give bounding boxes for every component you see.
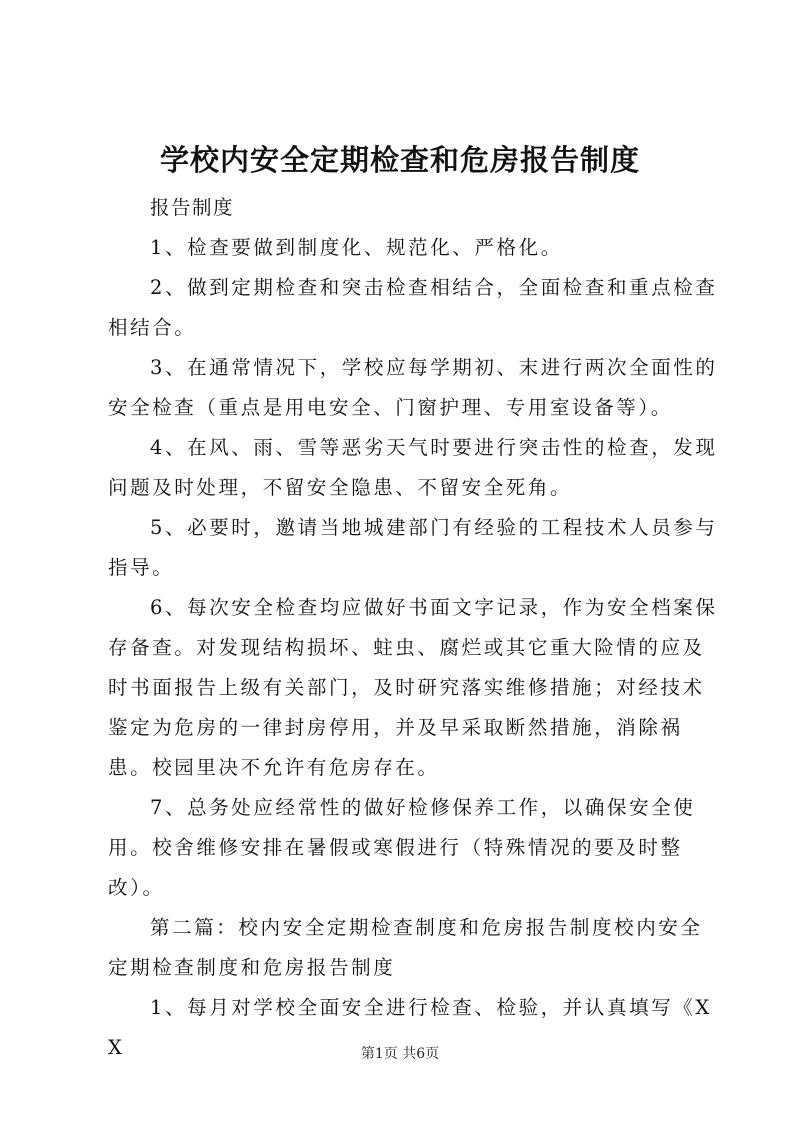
paragraph-item-3: 3、在通常情况下，学校应每学期初、末进行两次全面性的安全检查（重点是用电安全、门窗护理、专用室设备等）。 [108,356,718,419]
paragraph-report-system: 报告制度 [150,196,235,219]
paragraph-item-1: 1、检查要做到制度化、规范化、严格化。 [150,236,563,259]
page-number-footer: 第1页 共6页 [360,1046,440,1062]
paragraph-item-7: 7、总务处应经常性的做好检修保养工作，以确保安全使用。校舍维修安排在暑假或寒假进行（特殊情况的要及时整改）。 [108,796,696,899]
paragraph-item-5: 5、必要时，邀请当地城建部门有经验的工程技术人员参与指导。 [108,516,718,579]
paragraph-section-two-heading: 第二篇：校内安全定期检查制度和危房报告制度校内安全定期检查制度和危房报告制度 [108,916,703,979]
paragraph-item-6: 6、每次安全检查均应做好书面文字记录，作为安全档案保存备查。对发现结构损坏、蛀虫、腐烂或其它重大险情的应及时书面报告上级有关部门，及时研究落实维修措施；对经技术鉴定为危房的一律封房停用，并及早采取断然措施，消除祸患。校园里决不允许有危房存在。 [108,596,718,779]
paragraph-item-4: 4、在风、雨、雪等恶劣天气时要进行突击性的检查，发现问题及时处理，不留安全隐患、不留安全死角。 [108,436,718,499]
document-title: 学校内安全定期检查和危房报告制度 [159,143,640,177]
paragraph-item-2: 2、做到定期检查和突击检查相结合，全面检查和重点检查相结合。 [108,276,718,339]
paragraph-section-two-item-1: 1、每月对学校全面安全进行检查、检验，并认真填写《XX [108,996,712,1059]
document-body [108,188,718,1068]
